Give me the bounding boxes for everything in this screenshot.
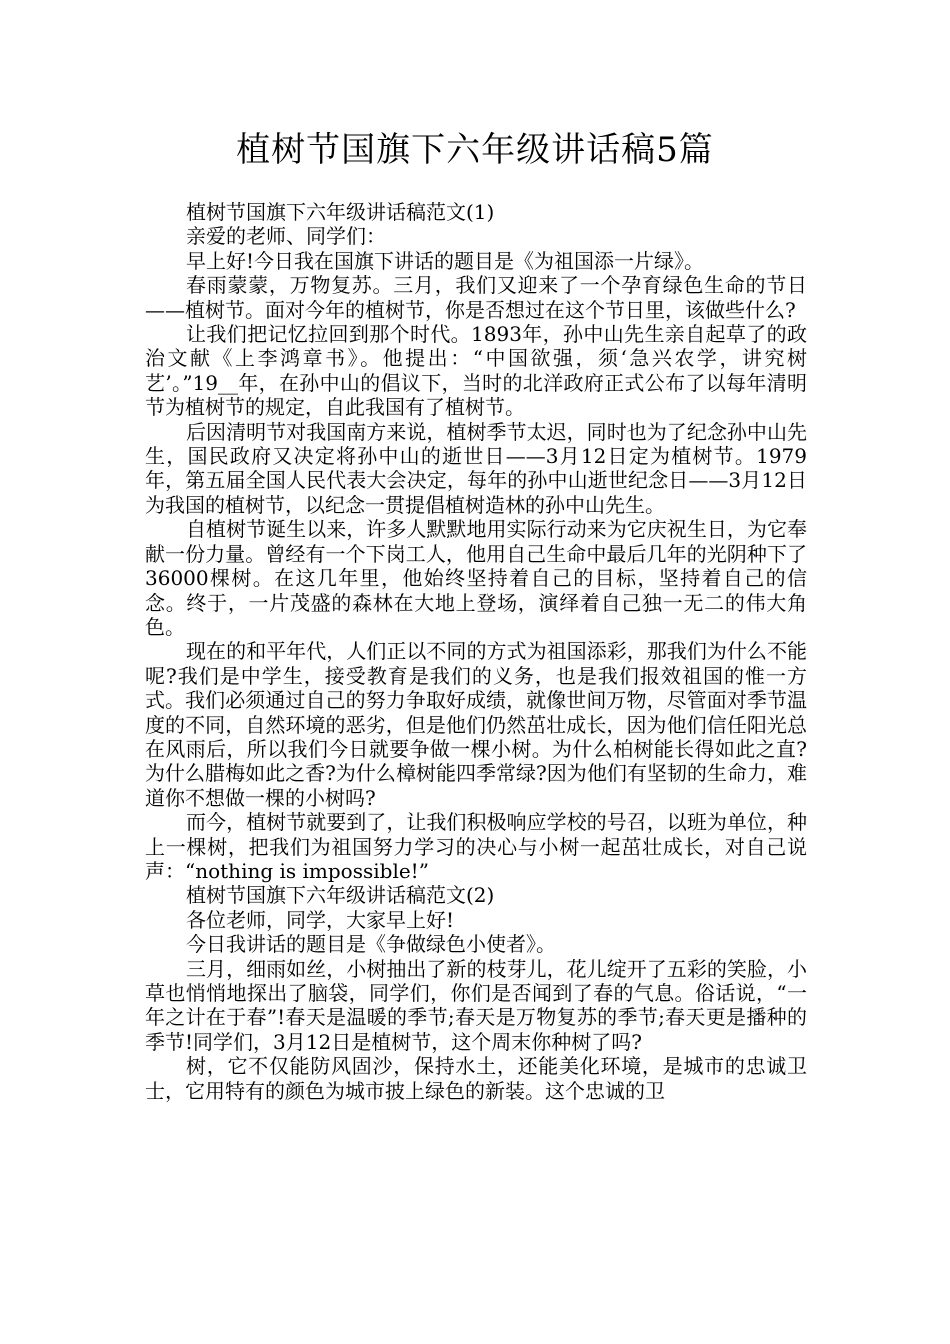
paragraph: 后因清明节对我国南方来说，植树季节太迟，同时也为了纪念孙中山先生，国民政府又决定将孙中山的逝世日——3月12日定为植树节。1979年，第五届全国人民代表大会决定，每年的孙中山逝世纪念日——3月12日为我国的植树节，以纪念一贯提倡植树造林的孙中山先生。 — [145, 419, 807, 517]
paragraph: 植树节国旗下六年级讲话稿范文(2) — [186, 883, 495, 908]
paragraph: 春雨蒙蒙，万物复苏。三月，我们又迎来了一个孕育绿色生命的节日——植树节。面对今年的植树节，你是否想过在这个节日里，该做些什么? — [145, 273, 807, 322]
paragraph: 植树节国旗下六年级讲话稿范文(1) — [186, 200, 495, 224]
paragraph: 自植树节诞生以来，许多人默默地用实际行动来为它庆祝生日，为它奉献一份力量。曾经有一个下岗工人，他用自己生命中最后几年的光阴种下了36000棵树。在这几年里，他始终坚持着自己的目标，坚持着自己的信念。终于，一片茂盛的森林在大地上登场，演绎着自己独一无二的伟大角色。 — [145, 517, 807, 639]
paragraph: 让我们把记忆拉回到那个时代。1893年，孙中山先生亲自起草了的政治文献《上李鸿章书》。他提出：“中国欲强，须‘急兴农学，讲究树艺’。”19__年，在孙中山的倡议下，当时的北洋政府正式公布了以每年清明节为植树节的规定，自此我国有了植树节。 — [145, 322, 807, 420]
paragraph: 今日我讲话的题目是《争做绿色小使者》。 — [186, 932, 556, 957]
paragraph: 各位老师，同学，大家早上好! — [186, 907, 455, 932]
document-title: 植树节国旗下六年级讲话稿5篇 — [236, 130, 714, 170]
paragraph: 而今，植树节就要到了，让我们积极响应学校的号召，以班为单位，种上一棵树，把我们为祖国努力学习的决心与小树一起茁壮成长，对自己说声：“nothing is impossible!” — [145, 810, 807, 883]
paragraph: 现在的和平年代，人们正以不同的方式为祖国添彩，那我们为什么不能呢?我们是中学生，接受教育是我们的义务，也是我们报效祖国的惟一方式。我们必须通过自己的努力争取好成绩，就像世间万物，尽管面对季节温度的不同，自然环境的恶劣，但是他们仍然茁壮成长，因为他们信任阳光总在风雨后，所以我们今日就要争做一棵小树。为什么柏树能长得如此之直?为什么腊梅如此之香?为什么樟树能四季常绿?因为他们有坚韧的生命力，难道你不想做一棵的小树吗? — [145, 639, 807, 810]
paragraph: 三月，细雨如丝，小树抽出了新的枝芽儿，花儿绽开了五彩的笑脸，小草也悄悄地探出了脑袋，同学们，你们是否闻到了春的气息。俗话说，“一年之计在于春”!春天是温暖的季节;春天是万物复苏的季节;春天更是播种的季节!同学们，3月12日是植树节，这个周末你种树了吗? — [145, 956, 807, 1054]
document-body — [145, 200, 807, 1103]
paragraph: 亲爱的老师、同学们： — [186, 224, 386, 249]
paragraph: 树，它不仅能防风固沙，保持水土，还能美化环境，是城市的忠诚卫士，它用特有的颜色为城市披上绿色的新装。这个忠诚的卫 — [145, 1054, 807, 1103]
paragraph: 早上好!今日我在国旗下讲话的题目是《为祖国添一片绿》。 — [186, 248, 705, 273]
